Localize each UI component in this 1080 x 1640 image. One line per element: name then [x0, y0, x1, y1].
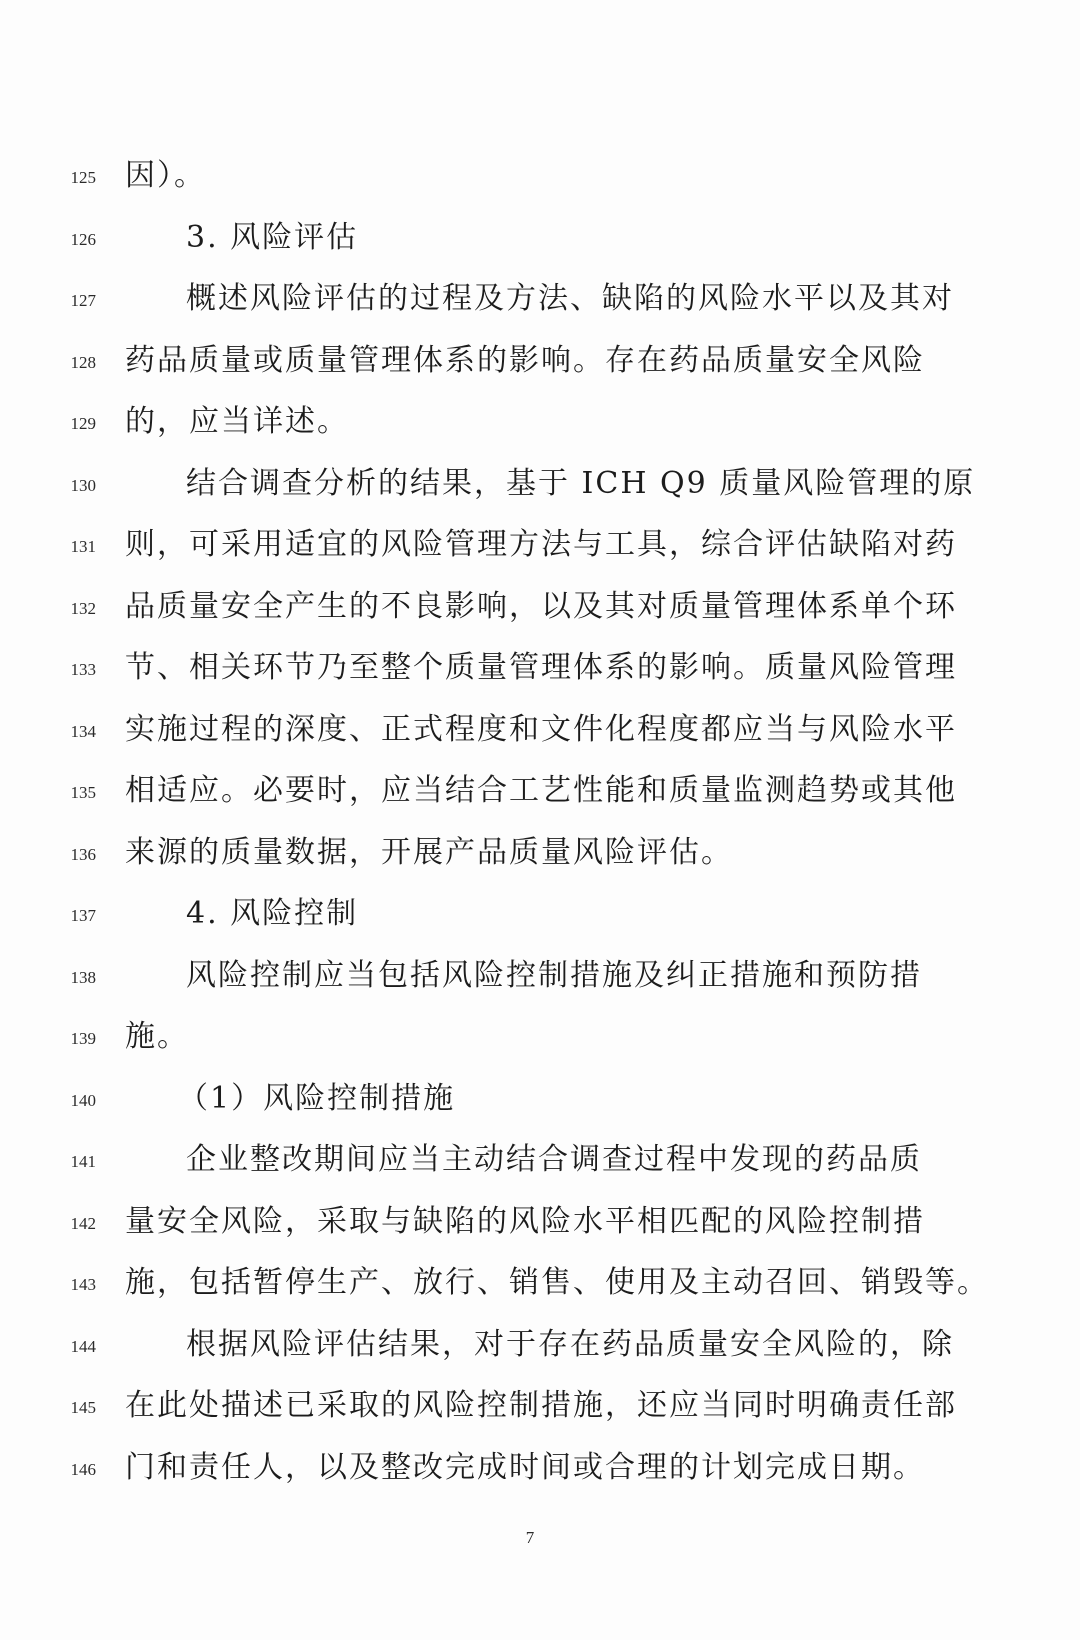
- line-text: 节、相关环节乃至整个质量管理体系的影响。质量风险管理: [125, 650, 957, 685]
- line-number: 134: [70, 721, 96, 741]
- line-141: [0, 1134, 1080, 1196]
- line-143: [0, 1257, 1080, 1319]
- line-number: 132: [70, 598, 96, 618]
- line-number: 135: [70, 783, 96, 802]
- line-131: [0, 519, 1080, 581]
- line-125: [0, 150, 1080, 212]
- line-number: 126: [70, 229, 96, 249]
- line-133: [0, 642, 1080, 704]
- line-number: 139: [70, 1029, 96, 1048]
- line-137: [0, 888, 1080, 950]
- line-number: 133: [70, 660, 96, 679]
- line-136: [0, 827, 1080, 889]
- line-text: 量安全风险，采取与缺陷的风险水平相匹配的风险控制措: [125, 1203, 925, 1239]
- line-text: 门和责任人，以及整改完成时间或合理的计划完成日期。: [125, 1449, 925, 1485]
- line-138: [0, 950, 1080, 1012]
- line-text: 实施过程的深度、正式程度和文件化程度都应当与风险水平: [125, 711, 957, 747]
- line-number: 128: [70, 352, 96, 372]
- line-number: 144: [70, 1336, 96, 1356]
- line-text: 因）。: [125, 158, 206, 193]
- line-number: 127: [70, 291, 96, 310]
- line-text: 施，包括暂停生产、放行、销售、使用及主动召回、销毁等。: [125, 1265, 989, 1300]
- line-text: 风险控制应当包括风险控制措施及纠正措施和预防措: [186, 957, 922, 993]
- line-146: [0, 1442, 1080, 1504]
- line-text: 品质量安全产生的不良影响，以及其对质量管理体系单个环: [125, 588, 957, 624]
- line-144: [0, 1319, 1080, 1381]
- numbered-lines: [0, 150, 1080, 1503]
- line-number: 145: [70, 1398, 96, 1417]
- line-number: 130: [70, 475, 96, 495]
- line-number: 141: [70, 1152, 96, 1171]
- section-heading-risk-assessment: 3. 风险评估: [186, 219, 359, 255]
- line-130: [0, 458, 1080, 520]
- line-145: [0, 1380, 1080, 1442]
- line-140: [0, 1073, 1080, 1135]
- line-126: [0, 212, 1080, 274]
- line-127: [0, 273, 1080, 335]
- subsection-heading-risk-control-measures: （1）风险控制措施: [178, 1080, 456, 1116]
- line-text: 来源的质量数据，开展产品质量风险评估。: [125, 834, 733, 870]
- line-text: 施。: [125, 1019, 189, 1054]
- line-number: 129: [70, 414, 96, 433]
- line-139: [0, 1011, 1080, 1073]
- line-135: [0, 765, 1080, 827]
- line-number: 125: [70, 168, 96, 187]
- line-text: 相适应。必要时，应当结合工艺性能和质量监测趋势或其他: [125, 773, 957, 808]
- line-text: 概述风险评估的过程及方法、缺陷的风险水平以及其对: [186, 281, 954, 316]
- line-number: 142: [70, 1213, 96, 1233]
- line-129: [0, 396, 1080, 458]
- page-number: 7: [525, 1528, 535, 1547]
- section-heading-risk-control: 4. 风险控制: [186, 896, 359, 931]
- line-number: 137: [70, 906, 96, 925]
- line-128: [0, 335, 1080, 397]
- line-text: 的，应当详述。: [125, 404, 349, 439]
- line-text: 在此处描述已采取的风险控制措施，还应当同时明确责任部: [125, 1388, 957, 1423]
- line-134: [0, 704, 1080, 766]
- line-text: 药品质量或质量管理体系的影响。存在药品质量安全风险: [125, 342, 925, 378]
- line-text: 根据风险评估结果，对于存在药品质量安全风险的，除: [186, 1326, 954, 1362]
- line-number: 136: [70, 844, 96, 864]
- line-number: 131: [70, 537, 96, 556]
- line-142: [0, 1196, 1080, 1258]
- line-number: 138: [70, 967, 96, 987]
- line-number: 140: [70, 1090, 96, 1110]
- line-text: 结合调查分析的结果，基于 ICH Q9 质量风险管理的原: [186, 465, 976, 501]
- line-text: 则，可采用适宜的风险管理方法与工具，综合评估缺陷对药: [125, 527, 957, 562]
- line-132: [0, 581, 1080, 643]
- line-number: 143: [70, 1275, 96, 1294]
- line-text: 企业整改期间应当主动结合调查过程中发现的药品质: [186, 1142, 922, 1177]
- line-number: 146: [70, 1459, 96, 1479]
